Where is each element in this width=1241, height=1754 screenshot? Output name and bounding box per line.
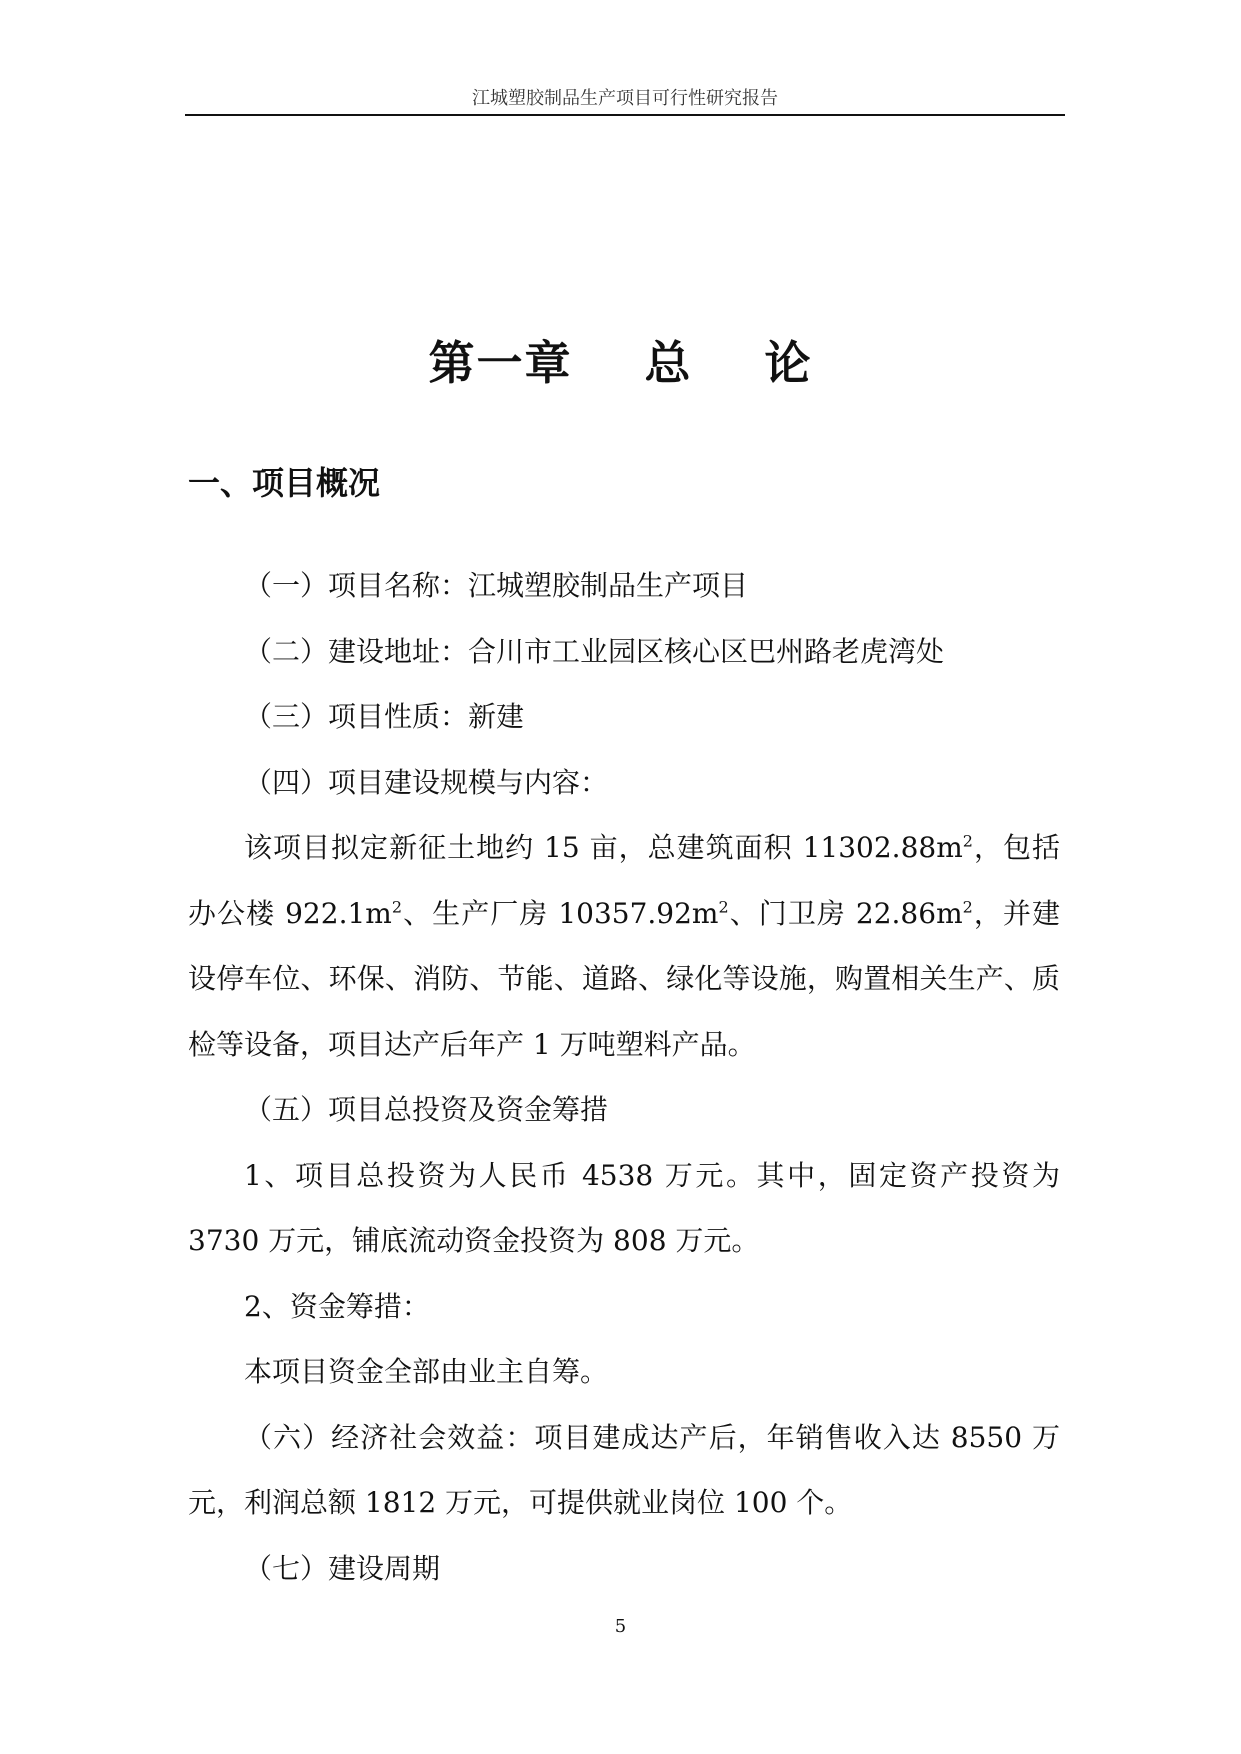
paragraph-investment-heading: （五）项目总投资及资金筹措: [244, 1093, 609, 1126]
scale-text-b: ，包括办公楼 922.1m: [188, 831, 1060, 930]
superscript-2: 2: [391, 897, 403, 917]
body-text: [188, 553, 1060, 1601]
paragraph-nature: （三）项目性质：新建: [244, 700, 525, 733]
chapter-title: 第一章 总 论: [428, 336, 813, 390]
page-number: 5: [614, 1616, 627, 1637]
header-rule: [185, 114, 1065, 116]
scale-text-e: ，并建设停车位、环保、消防、节能、道路、绿化等设施，购置相关生产、质检等设备，项目达产后年产 1 万吨塑料产品。: [188, 896, 1060, 1061]
superscript-2: 2: [962, 831, 973, 851]
paragraph-investment-total: 1、项目总投资为人民币 4538 万元。其中，固定资产投资为 3730 万元，铺底流动资金投资为 808 万元。: [188, 1158, 1060, 1257]
paragraph-benefits: （六）经济社会效益：项目建成达产后，年销售收入达 8550 万元，利润总额 1812 万元，可提供就业岗位 100 个。: [188, 1420, 1060, 1519]
paragraph-funding-heading: 2、资金筹措：: [244, 1289, 430, 1323]
scale-text-d: 、门卫房 22.86m: [728, 896, 963, 930]
superscript-2: 2: [718, 897, 729, 917]
paragraph-location: （二）建设地址：合川市工业园区核心区巴州路老虎湾处: [244, 634, 945, 668]
scale-text-a: 该项目拟定新征土地约 15 亩，总建筑面积 11302.88m: [244, 831, 963, 864]
paragraph-scale-content: [188, 815, 1060, 1077]
paragraph-funding-source: 本项目资金全部由业主自筹。: [244, 1355, 609, 1388]
paragraph-construction-period: （七）建设周期: [244, 1551, 441, 1585]
paragraph-project-name: （一）项目名称：江城塑胶制品生产项目: [244, 569, 749, 602]
scale-text-c: 、生产厂房 10357.92m: [402, 896, 719, 930]
superscript-2: 2: [962, 897, 973, 917]
paragraph-scale-heading: （四）项目建设规模与内容：: [244, 765, 609, 799]
section-heading: 一、项目概况: [188, 464, 381, 502]
running-header: 江城塑胶制品生产项目可行性研究报告: [472, 88, 778, 109]
